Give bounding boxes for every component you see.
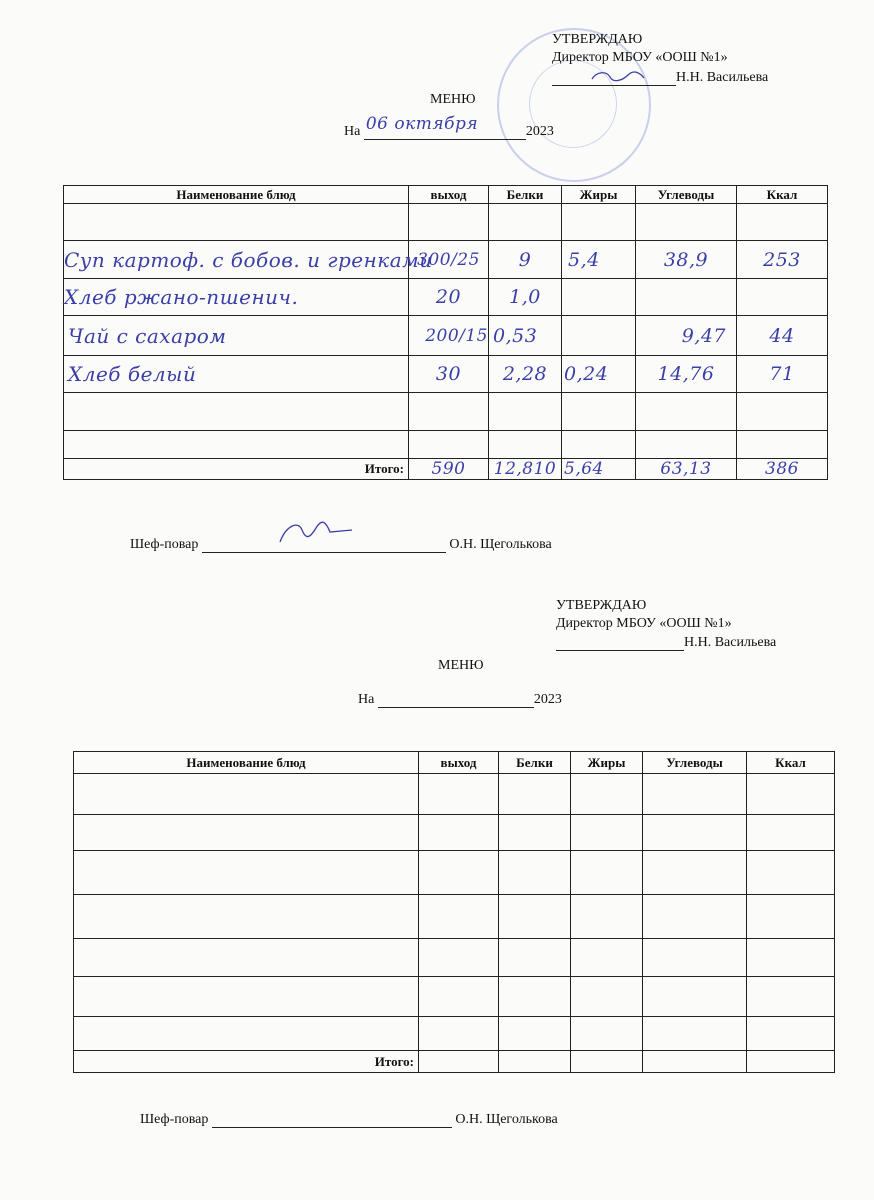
- yield-cell: [409, 431, 489, 459]
- kcal-cell: [747, 1017, 835, 1051]
- table-row: [64, 279, 828, 316]
- carbs-cell: 9,47: [636, 316, 737, 356]
- carbs-cell: [636, 279, 737, 316]
- fat-cell: 0,24: [562, 356, 636, 393]
- kcal-cell: 253: [737, 241, 828, 279]
- dish-cell: [64, 393, 409, 431]
- fat-cell: [562, 204, 636, 241]
- total-label: Итого:: [64, 459, 409, 480]
- total-yield: [419, 1051, 499, 1073]
- yield-cell: [419, 851, 499, 895]
- fat-cell: [562, 393, 636, 431]
- carbs-cell: [643, 1017, 747, 1051]
- yield-cell: [419, 939, 499, 977]
- chef-signature: [202, 538, 446, 553]
- fat-cell: [571, 774, 643, 815]
- table-row: [74, 851, 835, 895]
- director-signature-line: [552, 70, 768, 86]
- kcal-cell: [747, 939, 835, 977]
- carbs-cell: [643, 939, 747, 977]
- menu-title: МЕНЮ: [430, 92, 476, 107]
- total-carbs: 63,13: [636, 459, 737, 480]
- total-fat: [571, 1051, 643, 1073]
- menu-date-line-2: [358, 692, 562, 708]
- protein-cell: [489, 431, 562, 459]
- date-field-2: [378, 693, 534, 708]
- protein-cell: 9: [489, 241, 562, 279]
- dish-cell: [74, 815, 419, 851]
- protein-cell: 2,28: [489, 356, 562, 393]
- chef-signature-blank: [212, 1113, 452, 1128]
- protein-cell: [499, 895, 571, 939]
- dish-cell: Чай с сахаром: [64, 316, 409, 356]
- dish-cell: [74, 977, 419, 1017]
- chef-label: Шеф-повар: [130, 537, 199, 552]
- total-carbs: [643, 1051, 747, 1073]
- total-kcal: 386: [737, 459, 828, 480]
- fat-cell: [571, 895, 643, 939]
- yield-cell: [419, 895, 499, 939]
- carbs-cell: 38,9: [636, 241, 737, 279]
- table-total-row: [74, 1051, 835, 1073]
- carbs-cell: [636, 431, 737, 459]
- dish-cell: Хлеб белый: [64, 356, 409, 393]
- header-carbs: Углеводы: [643, 752, 747, 774]
- table-row: [74, 977, 835, 1017]
- yield-cell: [419, 815, 499, 851]
- header-kcal: Ккал: [747, 752, 835, 774]
- kcal-cell: 44: [737, 316, 828, 356]
- dish-cell: [74, 895, 419, 939]
- director-signature-blank: [556, 636, 684, 651]
- carbs-cell: [643, 977, 747, 1017]
- director-title: Директор МБОУ «ООШ №1»: [552, 50, 728, 65]
- fat-cell: 5,4: [562, 241, 636, 279]
- yield-cell: [409, 204, 489, 241]
- director-signature: [552, 71, 676, 86]
- kcal-cell: [747, 774, 835, 815]
- header-protein: Белки: [489, 186, 562, 204]
- menu-table-2: [73, 751, 835, 1073]
- total-kcal: [747, 1051, 835, 1073]
- kcal-cell: [737, 204, 828, 241]
- header-dish-name: Наименование блюд: [74, 752, 419, 774]
- total-fat: 5,64: [562, 459, 636, 480]
- date-year: 2023: [525, 124, 554, 139]
- chef-signature-line-2: [140, 1112, 558, 1128]
- header-dish-name: Наименование блюд: [64, 186, 409, 204]
- fat-cell: [571, 1017, 643, 1051]
- dish-cell: Хлеб ржано-пшенич.: [64, 279, 409, 316]
- fat-cell: [571, 851, 643, 895]
- director-name-2: Н.Н. Васильева: [684, 635, 777, 650]
- carbs-cell: [643, 774, 747, 815]
- yield-cell: [419, 1017, 499, 1051]
- dish-cell: [74, 851, 419, 895]
- carbs-cell: [643, 815, 747, 851]
- protein-cell: [499, 815, 571, 851]
- fat-cell: [562, 316, 636, 356]
- protein-cell: 1,0: [489, 279, 562, 316]
- yield-cell: 20: [409, 279, 489, 316]
- total-yield: 590: [409, 459, 489, 480]
- carbs-cell: [636, 204, 737, 241]
- fat-cell: [571, 939, 643, 977]
- chef-label-2: Шеф-повар: [140, 1112, 209, 1127]
- chef-signature-line: [130, 537, 552, 553]
- fat-cell: [562, 279, 636, 316]
- total-protein: 12,810: [489, 459, 562, 480]
- header-yield: выход: [409, 186, 489, 204]
- menu-table: [63, 185, 828, 480]
- table-row: [74, 895, 835, 939]
- header-carbs: Углеводы: [636, 186, 737, 204]
- header-yield: выход: [419, 752, 499, 774]
- header-fat: Жиры: [562, 186, 636, 204]
- table-row: [74, 815, 835, 851]
- protein-cell: [489, 204, 562, 241]
- dish-cell: [74, 939, 419, 977]
- yield-cell: 200/15: [409, 316, 489, 356]
- approval-label-2: УТВЕРЖДАЮ: [556, 598, 647, 613]
- yield-cell: 300/25: [409, 241, 489, 279]
- kcal-cell: [737, 393, 828, 431]
- kcal-cell: 71: [737, 356, 828, 393]
- table-row: [64, 204, 828, 241]
- kcal-cell: [747, 815, 835, 851]
- table-row: [64, 393, 828, 431]
- header-fat: Жиры: [571, 752, 643, 774]
- director-signature-line-2: [556, 635, 776, 651]
- carbs-cell: [643, 851, 747, 895]
- dish-cell: [74, 1017, 419, 1051]
- table-row: [74, 774, 835, 815]
- protein-cell: [499, 851, 571, 895]
- yield-cell: [419, 977, 499, 1017]
- table-row: [74, 939, 835, 977]
- kcal-cell: [737, 431, 828, 459]
- protein-cell: 0,53: [489, 316, 562, 356]
- table-total-row: [64, 459, 828, 480]
- dish-cell: Суп картоф. с бобов. и гренками: [64, 241, 409, 279]
- date-handwritten: 06 октября: [365, 114, 479, 134]
- kcal-cell: [747, 851, 835, 895]
- table-row: [64, 316, 828, 356]
- table-row: [64, 356, 828, 393]
- date-year-2: 2023: [533, 692, 562, 707]
- date-prefix-2: На: [358, 692, 375, 707]
- carbs-cell: [643, 895, 747, 939]
- protein-cell: [489, 393, 562, 431]
- date-field: [364, 114, 526, 140]
- dish-cell: [74, 774, 419, 815]
- chef-name: О.Н. Щеголькова: [449, 537, 552, 552]
- fat-cell: [571, 815, 643, 851]
- protein-cell: [499, 774, 571, 815]
- total-protein: [499, 1051, 571, 1073]
- table-row: [74, 1017, 835, 1051]
- chef-name-2: О.Н. Щеголькова: [455, 1112, 558, 1127]
- table-header-row: [64, 186, 828, 204]
- dish-cell: [64, 431, 409, 459]
- header-protein: Белки: [499, 752, 571, 774]
- fat-cell: [571, 977, 643, 1017]
- dish-cell: [64, 204, 409, 241]
- approval-label: УТВЕРЖДАЮ: [552, 32, 643, 47]
- yield-cell: 30: [409, 356, 489, 393]
- fat-cell: [562, 431, 636, 459]
- yield-cell: [409, 393, 489, 431]
- kcal-cell: [747, 977, 835, 1017]
- director-name: Н.Н. Васильева: [676, 70, 769, 85]
- yield-cell: [419, 774, 499, 815]
- protein-cell: [499, 977, 571, 1017]
- protein-cell: [499, 1017, 571, 1051]
- director-title-2: Директор МБОУ «ООШ №1»: [556, 616, 732, 631]
- protein-cell: [499, 939, 571, 977]
- table-row: [64, 241, 828, 279]
- menu-title-2: МЕНЮ: [438, 658, 484, 673]
- kcal-cell: [747, 895, 835, 939]
- header-kcal: Ккал: [737, 186, 828, 204]
- carbs-cell: [636, 393, 737, 431]
- total-label: Итого:: [74, 1051, 419, 1073]
- date-prefix: На: [344, 124, 361, 139]
- table-header-row: [74, 752, 835, 774]
- menu-date-line: [344, 114, 554, 140]
- carbs-cell: 14,76: [636, 356, 737, 393]
- kcal-cell: [737, 279, 828, 316]
- table-row: [64, 431, 828, 459]
